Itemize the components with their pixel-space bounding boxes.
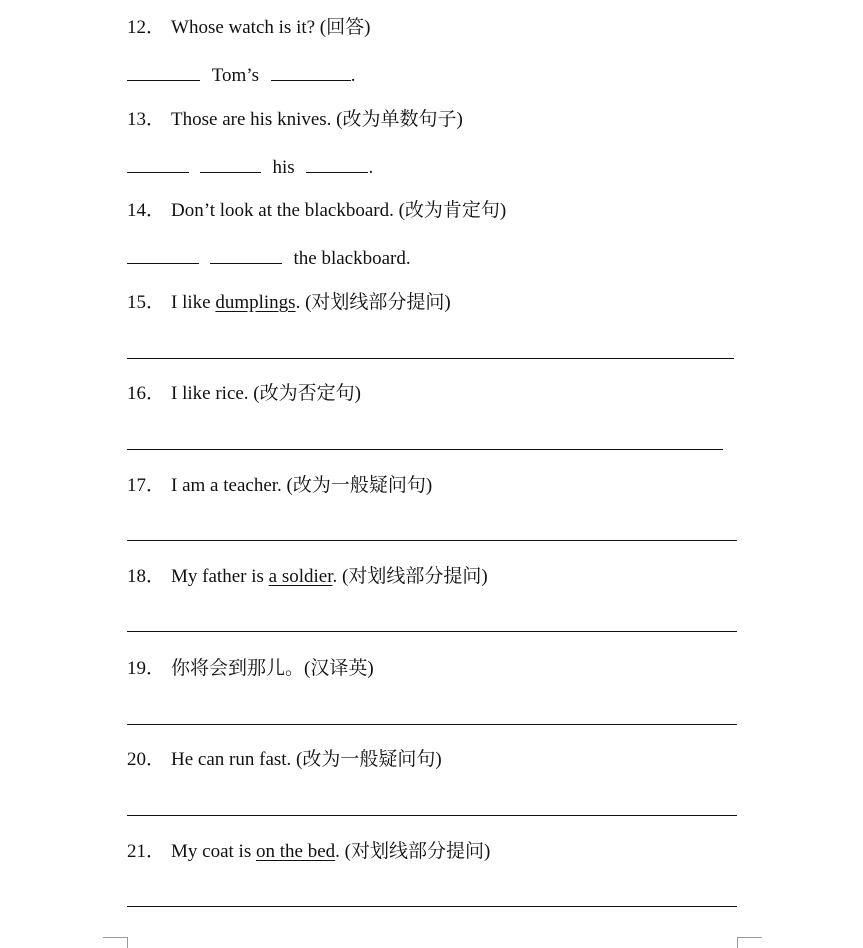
answer-line-17[interactable] bbox=[127, 540, 737, 541]
question-21 bbox=[127, 840, 490, 864]
question-20 bbox=[127, 748, 442, 772]
answer-line-18[interactable] bbox=[127, 631, 737, 632]
answer-blank[interactable] bbox=[127, 154, 189, 173]
question-number: 15． bbox=[127, 292, 166, 313]
question-number: 16． bbox=[127, 383, 166, 404]
question-text: Don’t look at the blackboard. (改为肯定句) bbox=[171, 200, 507, 221]
answer-13 bbox=[127, 154, 373, 180]
question-text: He can run fast. (改为一般疑问句) bbox=[171, 749, 442, 770]
answer-line-15[interactable] bbox=[127, 358, 734, 359]
question-number: 20． bbox=[127, 749, 166, 770]
question-number: 14． bbox=[127, 200, 166, 221]
question-number: 12． bbox=[127, 17, 166, 38]
question-17 bbox=[127, 474, 432, 498]
answer-line-20[interactable] bbox=[127, 815, 737, 816]
answer-12 bbox=[127, 62, 355, 88]
answer-punct: . bbox=[350, 65, 356, 86]
question-18 bbox=[127, 565, 488, 589]
question-number: 17． bbox=[127, 475, 166, 496]
question-text: Those are his knives. (改为单数句子) bbox=[171, 109, 463, 130]
question-text-pre: My coat is bbox=[171, 841, 256, 862]
answer-blank[interactable] bbox=[210, 245, 282, 264]
answer-word: his bbox=[272, 157, 295, 178]
question-text-pre: I like bbox=[171, 292, 216, 313]
answer-blank[interactable] bbox=[306, 154, 368, 173]
answer-word: Tom’s bbox=[211, 65, 259, 86]
answer-blank[interactable] bbox=[127, 245, 199, 264]
underlined-part: a soldier bbox=[268, 566, 333, 587]
question-text-post: . (对划线部分提问) bbox=[295, 292, 451, 313]
question-text: I like rice. (改为否定句) bbox=[171, 383, 361, 404]
question-number: 13． bbox=[127, 109, 166, 130]
question-12 bbox=[127, 16, 370, 40]
question-14 bbox=[127, 199, 506, 223]
question-13 bbox=[127, 108, 463, 132]
question-number: 19． bbox=[127, 658, 166, 679]
page-corner-mark-left bbox=[103, 937, 128, 948]
page-corner-mark-right bbox=[737, 937, 762, 948]
answer-blank[interactable] bbox=[127, 62, 200, 81]
question-text: 你将会到那儿。(汉译英) bbox=[171, 658, 374, 679]
question-text-post: . (对划线部分提问) bbox=[332, 566, 488, 587]
answer-blank[interactable] bbox=[200, 154, 261, 173]
question-16 bbox=[127, 382, 361, 406]
underlined-part: dumplings bbox=[215, 292, 296, 313]
answer-blank[interactable] bbox=[271, 62, 351, 81]
question-text: I am a teacher. (改为一般疑问句) bbox=[171, 475, 433, 496]
answer-14 bbox=[127, 245, 411, 271]
answer-tail: the blackboard. bbox=[293, 248, 411, 269]
question-text-post: . (对划线部分提问) bbox=[335, 841, 491, 862]
answer-line-16[interactable] bbox=[127, 449, 723, 450]
question-text-pre: My father is bbox=[171, 566, 269, 587]
answer-punct: . bbox=[368, 157, 374, 178]
answer-line-19[interactable] bbox=[127, 724, 737, 725]
question-text: Whose watch is it? (回答) bbox=[171, 17, 371, 38]
question-number: 21． bbox=[127, 841, 166, 862]
answer-line-21[interactable] bbox=[127, 906, 737, 907]
question-19 bbox=[127, 657, 374, 681]
underlined-part: on the bed bbox=[255, 841, 336, 862]
question-number: 18． bbox=[127, 566, 166, 587]
question-15 bbox=[127, 291, 451, 315]
